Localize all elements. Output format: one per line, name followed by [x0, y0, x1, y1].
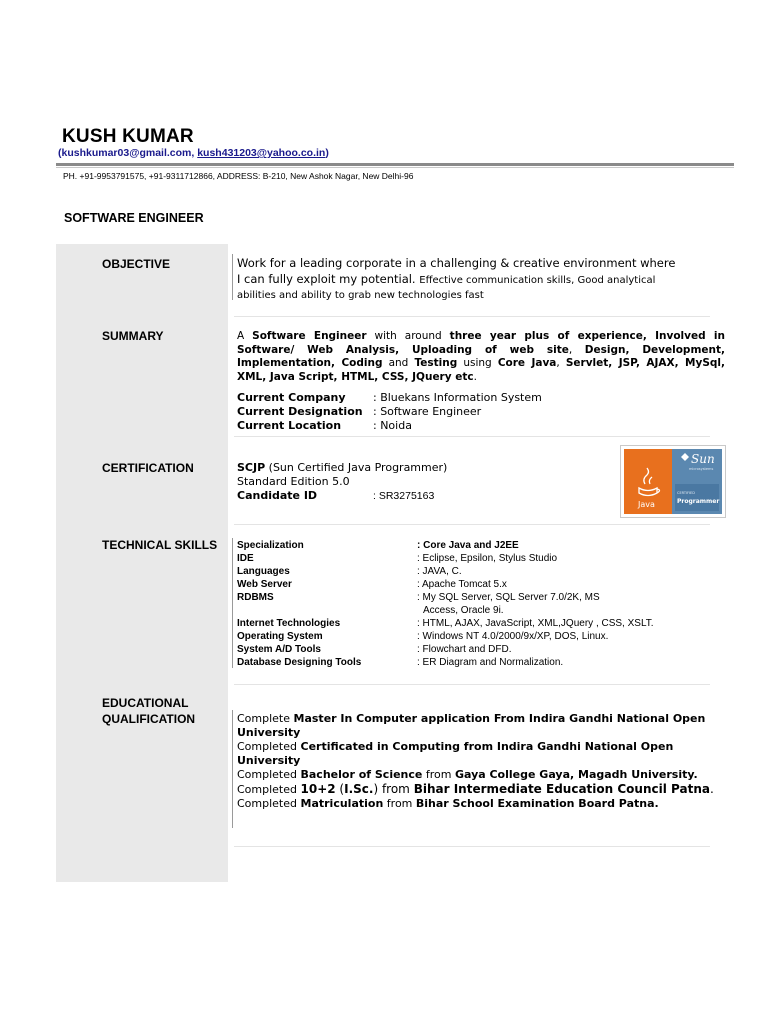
- candidate-name: KUSH KUMAR: [62, 126, 194, 147]
- certification-heading: CERTIFICATION: [102, 461, 194, 475]
- objective-separator: [234, 316, 710, 317]
- badge-graphic: [621, 446, 725, 517]
- education-separator: [234, 846, 710, 847]
- education-text: Completed: [237, 740, 301, 753]
- education-text: from: [383, 797, 416, 810]
- skill-value: : Apache Tomcat 5.x: [417, 579, 507, 590]
- skill-value: : Eclipse, Epsilon, Stylus Studio: [417, 553, 558, 564]
- badge-sun-text: Sun: [691, 452, 715, 466]
- objective-text-part: I can fully exploit my potential.: [237, 272, 420, 286]
- current-location-label: Current Location: [237, 419, 342, 432]
- education-institution: Gaya College Gaya, Magadh University.: [454, 768, 698, 781]
- skill-label: System A/D Tools: [237, 644, 321, 655]
- cert-edition: Standard Edition 5.0: [237, 475, 350, 488]
- education-item: [237, 712, 727, 740]
- current-location-row: [237, 419, 542, 433]
- skills-separator: [234, 684, 710, 685]
- skill-row: [237, 604, 723, 617]
- summary-bold: three year plus of experience, Involved in Software/ Web Analysis, Uploading of web site: [237, 330, 725, 356]
- skill-value: : Flowchart and DFD.: [417, 644, 512, 655]
- contact-line: PH. +91-9953791575, +91-9311712866, ADDRESS: B-210, New Ashok Nagar, New Delhi-96: [63, 171, 414, 181]
- certification-details: [237, 461, 447, 503]
- skill-label: Database Designing Tools: [237, 657, 362, 668]
- cert-name: SCJP: [237, 461, 266, 474]
- badge-certified-text: CERTIFIED: [677, 491, 695, 495]
- skill-label: [237, 604, 417, 617]
- technical-skills-table: [237, 539, 723, 669]
- skill-value: Access, Oracle 9i.: [423, 605, 504, 616]
- summary-text: .: [473, 370, 477, 383]
- email-link-gmail[interactable]: kushkumar03@gmail.com: [61, 147, 192, 159]
- current-company-value: : Bluekans Information System: [373, 391, 542, 404]
- education-item: [237, 782, 727, 797]
- education-degree: 10+2: [300, 782, 336, 796]
- cert-fullname: (Sun Certified Java Programmer): [265, 461, 448, 474]
- email-close-paren: ): [325, 147, 329, 159]
- skill-row: [237, 539, 723, 552]
- education-degree: Certificated in Computing from Indira Gandhi National Open University: [237, 740, 674, 767]
- summary-bold: Servlet, JSP, AJAX, MySql, XML, Java Script, HTML, CSS, JQuery etc: [237, 357, 725, 383]
- education-item: [237, 768, 727, 782]
- education-heading-line1: EDUCATIONAL: [102, 696, 189, 710]
- candidate-id-label: Candidate ID: [237, 489, 318, 502]
- skill-value: : Core Java and J2EE: [417, 540, 519, 551]
- header-rule-shadow: [56, 167, 734, 168]
- education-text: Complete: [237, 712, 294, 725]
- current-company-label: Current Company: [237, 391, 346, 404]
- summary-paragraph: [237, 330, 725, 384]
- skill-row: [237, 578, 723, 591]
- education-list: [237, 712, 727, 811]
- cert-title: [237, 461, 447, 475]
- skill-row: [237, 591, 723, 604]
- email-open-paren: (: [58, 147, 62, 159]
- education-text: ) from: [373, 782, 414, 796]
- education-text: Completed: [237, 797, 301, 810]
- summary-separator: [234, 436, 710, 437]
- skill-row: [237, 656, 723, 669]
- summary-bold: Core Java: [497, 357, 557, 369]
- skill-value: : Windows NT 4.0/2000/9x/XP, DOS, Linux.: [417, 631, 609, 642]
- skills-divider: [232, 538, 233, 668]
- summary-bold: Design, Development, Implementation, Coding: [237, 343, 725, 369]
- objective-text-part: Effective communication skills, Good analytical: [419, 275, 656, 286]
- current-designation-row: [237, 405, 542, 419]
- technical-skills-heading: TECHNICAL SKILLS: [102, 538, 218, 552]
- candidate-id-value: : SR3275163: [373, 490, 435, 502]
- job-title: SOFTWARE ENGINEER: [64, 211, 204, 225]
- objective-heading: OBJECTIVE: [102, 257, 171, 271]
- skill-label: Operating System: [237, 631, 323, 642]
- current-designation-label: Current Designation: [237, 405, 363, 418]
- current-location-value: : Noida: [373, 419, 412, 432]
- summary-text: with around: [366, 330, 450, 342]
- badge-java-text: Java: [638, 500, 655, 509]
- summary-bold: Software Engineer: [252, 330, 367, 342]
- badge-microsystems-text: microsystems: [689, 467, 714, 471]
- education-degree: I.Sc.: [344, 782, 374, 796]
- skill-value: : HTML, AJAX, JavaScript, XML,JQuery , CSS, XSLT.: [417, 618, 654, 629]
- summary-text: using: [457, 357, 498, 369]
- skill-row: [237, 552, 723, 565]
- skill-label: Specialization: [237, 540, 304, 551]
- skill-row: [237, 565, 723, 578]
- skill-row: [237, 643, 723, 656]
- education-heading-line2: QUALIFICATION: [102, 712, 196, 726]
- skill-label: RDBMS: [237, 592, 274, 603]
- education-item: [237, 740, 727, 768]
- email-link-yahoo[interactable]: kush431203@yahoo.co.in: [197, 147, 326, 159]
- education-text: .: [709, 782, 714, 796]
- objective-line: abilities and ability to grab new technologies fast: [237, 290, 484, 301]
- skill-label: IDE: [237, 553, 254, 564]
- skill-value: : My SQL Server, SQL Server 7.0/2K, MS: [417, 592, 600, 603]
- education-text: (: [335, 782, 345, 796]
- summary-text: and: [382, 357, 415, 369]
- current-job-details: [237, 391, 542, 433]
- certification-separator: [234, 524, 710, 525]
- education-institution: Bihar Intermediate Education Council Patna: [413, 782, 710, 796]
- objective-divider: [232, 254, 233, 300]
- education-degree: Bachelor of Science: [300, 768, 423, 781]
- education-item: [237, 797, 727, 811]
- sun-java-certified-badge: [620, 445, 726, 518]
- skill-label: Languages: [237, 566, 290, 577]
- education-text: Completed: [237, 768, 301, 781]
- candidate-id-row: [237, 489, 447, 503]
- summary-heading: SUMMARY: [102, 329, 164, 343]
- badge-programmer-text: Programmer: [677, 498, 720, 505]
- education-institution: Bihar School Examination Board Patna.: [415, 797, 659, 810]
- header-rule: [56, 163, 734, 166]
- current-company-row: [237, 391, 542, 405]
- current-designation-value: : Software Engineer: [373, 405, 482, 418]
- objective-text: [237, 255, 727, 302]
- education-degree: Master In Computer application From Indira Gandhi National Open University: [237, 712, 706, 739]
- summary-text: ,: [556, 357, 566, 369]
- skill-value: : JAVA, C.: [417, 566, 462, 577]
- objective-line: Work for a leading corporate in a challenging & creative environment where: [237, 256, 676, 270]
- skill-row: [237, 630, 723, 643]
- skill-label: Web Server: [237, 579, 292, 590]
- education-divider: [232, 710, 233, 828]
- email-separator: ,: [191, 147, 198, 159]
- summary-bold: Testing: [414, 357, 458, 369]
- skill-label: Internet Technologies: [237, 618, 341, 629]
- objective-line: [237, 271, 727, 289]
- summary-text: ,: [568, 343, 585, 356]
- education-degree: Matriculation: [300, 797, 384, 810]
- education-text: Completed: [237, 783, 301, 796]
- skill-row: [237, 617, 723, 630]
- skill-value: : ER Diagram and Normalization.: [417, 657, 564, 668]
- education-text: from: [422, 768, 455, 781]
- education-heading: [102, 695, 195, 727]
- summary-text: A: [237, 330, 253, 342]
- email-line: [58, 147, 329, 159]
